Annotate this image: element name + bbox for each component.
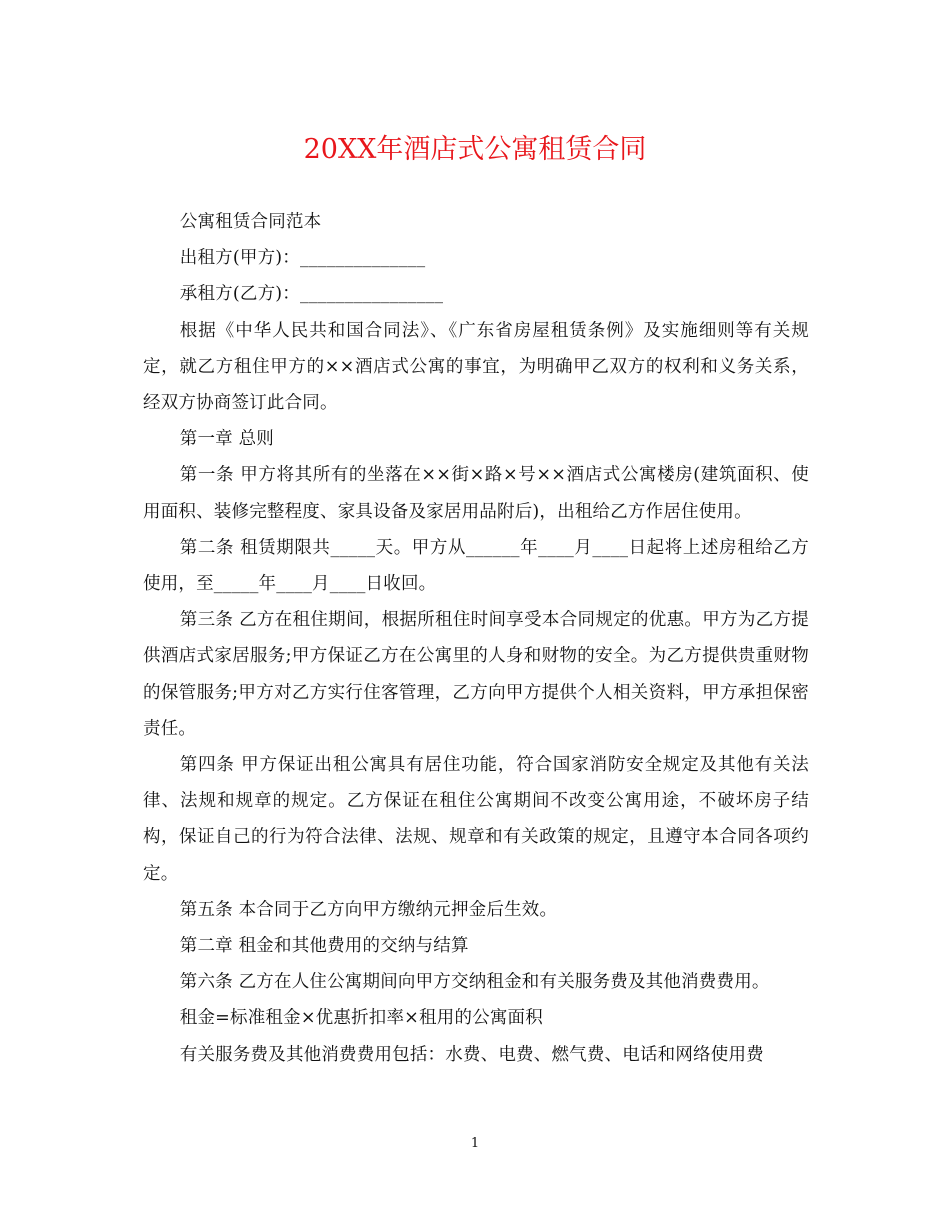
article-1: 第一条 甲方将其所有的坐落在××街×路×号××酒店式公寓楼房(建筑面积、使用面积、装修完整程度、家具设备及家居用品附后)，出租给乙方作居住使用。 <box>143 465 809 522</box>
paragraph-preamble: 根据《中华人民共和国合同法》、《广东省房屋租赁条例》及实施细则等有关规定，就乙方租住甲方的××酒店式公寓的事宜，为明确甲乙双方的权利和义务关系，经双方协商签订此合同。 <box>143 320 809 414</box>
paragraph-lessee: 承租方(乙方)：________________ <box>179 284 444 305</box>
chapter-heading-2: 第二章 租金和其他费用的交纳与结算 <box>179 936 469 957</box>
chapter-heading-1: 第一章 总则 <box>179 429 275 450</box>
paragraph-subtitle: 公寓租赁合同范本 <box>179 212 322 232</box>
document-body <box>143 204 809 1073</box>
article-4: 第四条 甲方保证出租公寓具有居住功能，符合国家消防安全规定及其他有关法律、法规和规章的规定。乙方保证在租住公寓期间不改变公寓用途，不破坏房子结构，保证自己的行为符合法律、法规、规章和有关政策的规定，且遵守本合同各项约定。 <box>143 755 809 884</box>
page-number: 1 <box>470 1136 480 1151</box>
article-2: 第二条 租赁期限共_____天。甲方从______年____月____日起将上述房租给乙方使用，至_____年____月____日收回。 <box>143 537 809 595</box>
paragraph-lessor: 出租方(甲方)：______________ <box>179 248 426 269</box>
article-5: 第五条 本合同于乙方向甲方缴纳元押金后生效。 <box>179 899 558 920</box>
rent-formula: 租金=标准租金×优惠折扣率×租用的公寓面积 <box>179 1008 543 1029</box>
article-6: 第六条 乙方在人住公寓期间向甲方交纳租金和有关服务费及其他消费费用。 <box>179 972 770 993</box>
article-3: 第三条 乙方在租住期间，根据所租住时间享受本合同规定的优惠。甲方为乙方提供酒店式家居服务;甲方保证乙方在公寓里的人身和财物的安全。为乙方提供贵重财物的保管服务;甲方对乙方实行住客管理，乙方向甲方提供个人相关资料，甲方承担保密责任。 <box>143 610 809 739</box>
document-title: 20XX年酒店式公寓租赁合同 <box>303 134 647 165</box>
fees-paragraph: 有关服务费及其他消费费用包括：水费、电费、燃气费、电话和网络使用费 <box>179 1044 764 1065</box>
